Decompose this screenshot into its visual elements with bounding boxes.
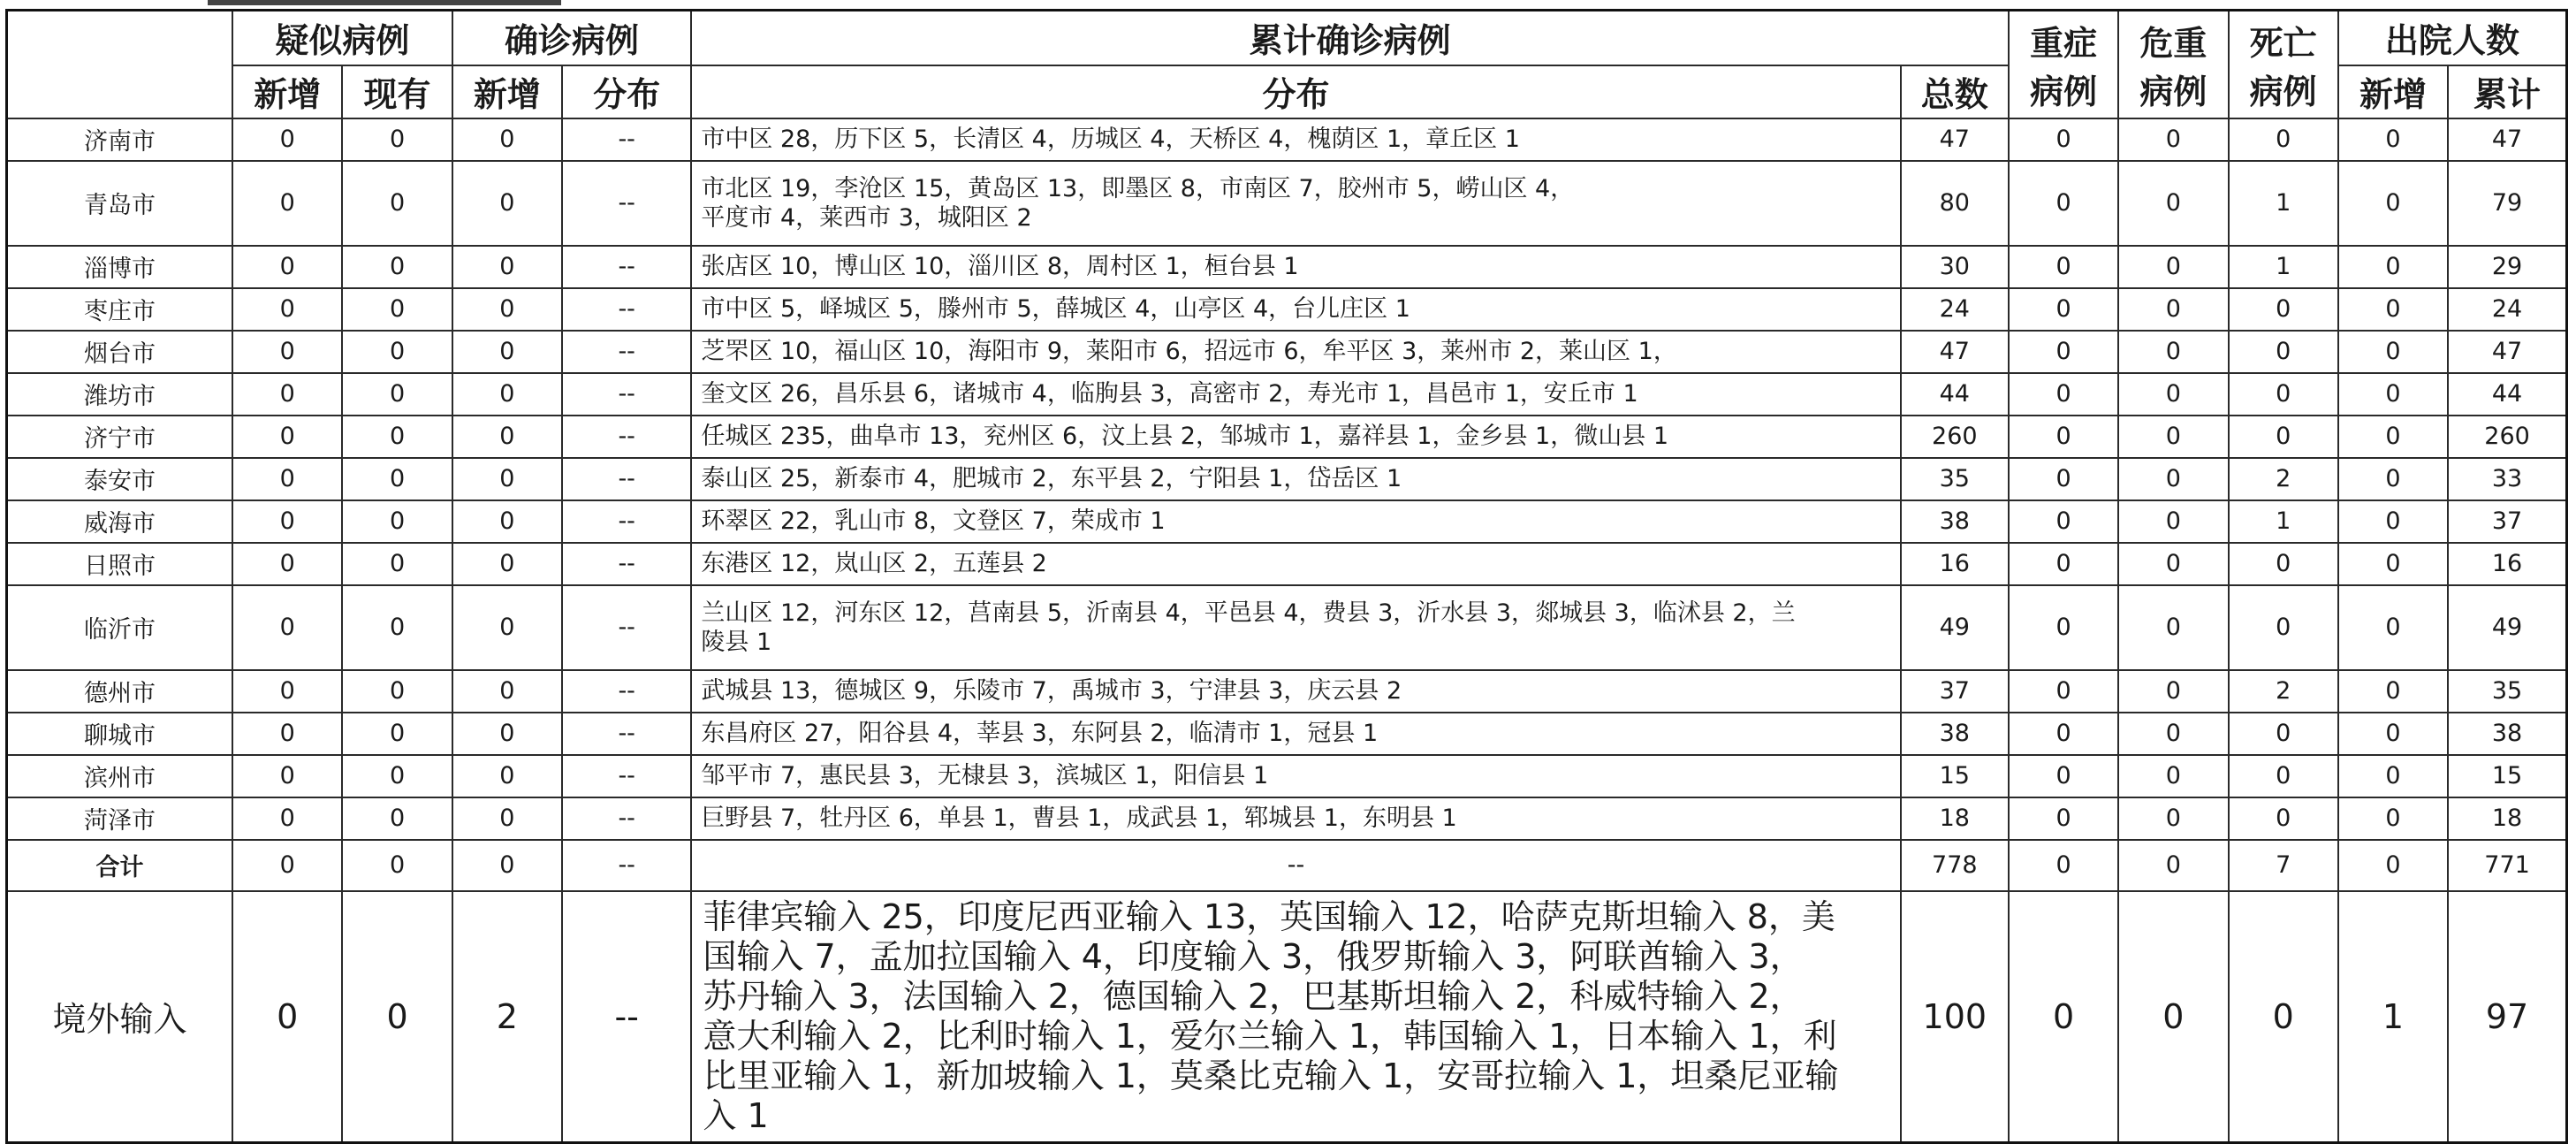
cell-severe: 0 — [2009, 500, 2118, 543]
distribution-line: 武城县 13，德城区 9，乐陵市 7，禹城市 3，宁津县 3，庆云县 2 — [701, 677, 1402, 705]
cell-city: 临沂市 — [7, 585, 233, 670]
cell-confirmed-new: 2 — [452, 891, 562, 1143]
cell-suspected-new: 0 — [232, 500, 342, 543]
cell-discharged-new: 0 — [2338, 543, 2448, 585]
header-severe-line2: 病例 — [2030, 72, 2098, 111]
table-row — [7, 891, 2567, 1143]
cell-cumulative-distribution — [691, 161, 1900, 246]
cell-confirmed-new: 0 — [452, 331, 562, 373]
table-row — [7, 246, 2567, 288]
cell-critical: 0 — [2118, 331, 2228, 373]
cell-cumulative-total: 15 — [1901, 755, 2009, 797]
cell-critical: 0 — [2118, 755, 2228, 797]
cell-severe: 0 — [2009, 118, 2118, 161]
cell-confirmed-distribution: -- — [562, 500, 691, 543]
cell-critical: 0 — [2118, 118, 2228, 161]
cell-discharged-total: 38 — [2448, 713, 2566, 755]
distribution-line: 菲律宾输入 25，印度尼西亚输入 13，英国输入 12，哈萨克斯坦输入 8，美 — [703, 896, 1835, 936]
cell-death: 1 — [2229, 500, 2338, 543]
cell-suspected-existing: 0 — [342, 288, 452, 331]
distribution-line: 苏丹输入 3，法国输入 2，德国输入 2，巴基斯坦输入 2，科威特输入 2， — [703, 976, 1804, 1016]
distribution-line: 环翠区 22，乳山市 8，文登区 7，荣成市 1 — [701, 507, 1166, 535]
cell-suspected-existing: 0 — [342, 331, 452, 373]
cell-suspected-existing: 0 — [342, 500, 452, 543]
table-row — [7, 161, 2567, 246]
cell-discharged-new: 0 — [2338, 288, 2448, 331]
cell-severe: 0 — [2009, 161, 2118, 246]
table-row — [7, 373, 2567, 416]
cell-cumulative-distribution — [691, 840, 1900, 891]
cell-death: 0 — [2229, 585, 2338, 670]
cell-suspected-existing: 0 — [342, 416, 452, 458]
distribution-line: 市北区 19，李沧区 15，黄岛区 13，即墨区 8，市南区 7，胶州市 5，崂山区 4， — [701, 174, 1575, 202]
cell-death: 0 — [2229, 543, 2338, 585]
cell-death: 0 — [2229, 416, 2338, 458]
cell-critical: 0 — [2118, 543, 2228, 585]
cell-city: 菏泽市 — [7, 797, 233, 840]
cell-discharged-new: 0 — [2338, 118, 2448, 161]
cell-discharged-total: 24 — [2448, 288, 2566, 331]
cell-cumulative-total: 47 — [1901, 118, 2009, 161]
header-discharged-cumulative: 累计 — [2448, 65, 2566, 118]
cell-discharged-total: 79 — [2448, 161, 2566, 246]
cell-confirmed-distribution: -- — [562, 713, 691, 755]
cell-suspected-new: 0 — [232, 797, 342, 840]
cell-suspected-new: 0 — [232, 670, 342, 713]
cell-confirmed-distribution: -- — [562, 585, 691, 670]
cell-city: 境外输入 — [7, 891, 233, 1143]
distribution-line: 芝罘区 10，福山区 10，海阳市 9，莱阳市 6，招远市 6，牟平区 3，莱州市 2，莱山区 1， — [701, 338, 1677, 365]
header-cumulative: 累计确诊病例 — [691, 11, 2009, 65]
cell-suspected-new: 0 — [232, 331, 342, 373]
cell-confirmed-distribution: -- — [562, 288, 691, 331]
header-confirmed-new: 新增 — [452, 65, 562, 118]
header-cumulative-total: 总数 — [1901, 65, 2009, 118]
covid-statistics-table — [5, 9, 2568, 1144]
distribution-line: 国输入 7，孟加拉国输入 4，印度输入 3，俄罗斯输入 3，阿联酋输入 3， — [703, 936, 1804, 976]
cell-confirmed-new: 0 — [452, 840, 562, 891]
cell-critical: 0 — [2118, 458, 2228, 500]
cell-discharged-new: 1 — [2338, 891, 2448, 1143]
cell-cumulative-total: 24 — [1901, 288, 2009, 331]
cell-cumulative-total: 260 — [1901, 416, 2009, 458]
distribution-line: 意大利输入 2，比利时输入 1，爱尔兰输入 1，韩国输入 1，日本输入 1，利 — [703, 1016, 1837, 1056]
cell-cumulative-distribution — [691, 585, 1900, 670]
cell-suspected-existing: 0 — [342, 161, 452, 246]
cell-confirmed-new: 0 — [452, 543, 562, 585]
distribution-line: 巨野县 7，牡丹区 6，单县 1，曹县 1，成武县 1，郓城县 1，东明县 1 — [701, 805, 1457, 832]
cell-critical: 0 — [2118, 670, 2228, 713]
cell-critical: 0 — [2118, 246, 2228, 288]
cell-confirmed-distribution: -- — [562, 118, 691, 161]
cell-suspected-new: 0 — [232, 373, 342, 416]
cell-city: 济南市 — [7, 118, 233, 161]
cell-confirmed-new: 0 — [452, 458, 562, 500]
cell-suspected-new: 0 — [232, 543, 342, 585]
cell-critical: 0 — [2118, 713, 2228, 755]
cell-confirmed-distribution: -- — [562, 543, 691, 585]
distribution-line: 入 1 — [703, 1095, 769, 1135]
cell-confirmed-distribution: -- — [562, 246, 691, 288]
cell-cumulative-distribution — [691, 500, 1900, 543]
table-row — [7, 755, 2567, 797]
cell-discharged-new: 0 — [2338, 585, 2448, 670]
table-row — [7, 840, 2567, 891]
table-row — [7, 500, 2567, 543]
cell-suspected-existing: 0 — [342, 585, 452, 670]
cell-cumulative-distribution — [691, 713, 1900, 755]
cell-severe: 0 — [2009, 373, 2118, 416]
header-critical-line1: 危重 — [2139, 23, 2207, 63]
cell-confirmed-new: 0 — [452, 161, 562, 246]
cell-suspected-new: 0 — [232, 458, 342, 500]
cell-suspected-existing: 0 — [342, 840, 452, 891]
cell-cumulative-distribution — [691, 373, 1900, 416]
cell-discharged-total: 15 — [2448, 755, 2566, 797]
cell-suspected-new: 0 — [232, 891, 342, 1143]
cell-severe: 0 — [2009, 891, 2118, 1143]
table-row — [7, 670, 2567, 713]
cell-cumulative-distribution — [691, 891, 1900, 1143]
cell-city: 日照市 — [7, 543, 233, 585]
distribution-line: 邹平市 7，惠民县 3，无棣县 3，滨城区 1，阳信县 1 — [701, 762, 1269, 789]
header-critical — [2118, 11, 2228, 118]
distribution-line: 比里亚输入 1，新加坡输入 1，莫桑比克输入 1，安哥拉输入 1，坦桑尼亚输 — [703, 1056, 1839, 1095]
cell-confirmed-distribution: -- — [562, 416, 691, 458]
cell-confirmed-distribution: -- — [562, 161, 691, 246]
header-severe-line1: 重症 — [2030, 23, 2098, 63]
cell-severe: 0 — [2009, 458, 2118, 500]
cell-critical: 0 — [2118, 500, 2228, 543]
cell-severe: 0 — [2009, 288, 2118, 331]
cell-death: 0 — [2229, 713, 2338, 755]
cell-discharged-new: 0 — [2338, 458, 2448, 500]
cell-cumulative-distribution — [691, 246, 1900, 288]
cell-critical: 0 — [2118, 891, 2228, 1143]
cell-confirmed-new: 0 — [452, 713, 562, 755]
cell-death: 7 — [2229, 840, 2338, 891]
cell-city: 枣庄市 — [7, 288, 233, 331]
cell-critical: 0 — [2118, 416, 2228, 458]
cell-cumulative-total: 37 — [1901, 670, 2009, 713]
cell-cumulative-distribution — [691, 118, 1900, 161]
cell-cumulative-total: 16 — [1901, 543, 2009, 585]
cell-cumulative-distribution — [691, 331, 1900, 373]
cell-city: 聊城市 — [7, 713, 233, 755]
cell-confirmed-new: 0 — [452, 500, 562, 543]
cell-confirmed-distribution: -- — [562, 373, 691, 416]
table-row — [7, 288, 2567, 331]
cell-confirmed-distribution: -- — [562, 840, 691, 891]
table-row — [7, 585, 2567, 670]
cell-city: 泰安市 — [7, 458, 233, 500]
cell-city: 合计 — [7, 840, 233, 891]
header-confirmed-distribution: 分布 — [562, 65, 691, 118]
cell-critical: 0 — [2118, 161, 2228, 246]
cell-confirmed-distribution: -- — [562, 797, 691, 840]
cell-severe: 0 — [2009, 543, 2118, 585]
cell-cumulative-distribution — [691, 670, 1900, 713]
cell-death: 0 — [2229, 373, 2338, 416]
cell-cumulative-total: 38 — [1901, 500, 2009, 543]
header-cumulative-distribution: 分布 — [691, 65, 1900, 118]
cell-city: 烟台市 — [7, 331, 233, 373]
cell-suspected-new: 0 — [232, 585, 342, 670]
cell-cumulative-total: 44 — [1901, 373, 2009, 416]
cell-confirmed-new: 0 — [452, 288, 562, 331]
cell-death: 0 — [2229, 331, 2338, 373]
cell-confirmed-new: 0 — [452, 585, 562, 670]
cell-death: 1 — [2229, 246, 2338, 288]
cell-cumulative-total: 38 — [1901, 713, 2009, 755]
header-severe — [2009, 11, 2118, 118]
cell-suspected-existing: 0 — [342, 797, 452, 840]
cell-confirmed-new: 0 — [452, 373, 562, 416]
header-critical-line2: 病例 — [2139, 72, 2207, 111]
distribution-line: -- — [1287, 851, 1305, 879]
header-region-blank — [7, 11, 233, 118]
cell-suspected-new: 0 — [232, 161, 342, 246]
cell-severe: 0 — [2009, 416, 2118, 458]
cell-confirmed-distribution: -- — [562, 670, 691, 713]
cell-discharged-total: 18 — [2448, 797, 2566, 840]
cell-city: 滨州市 — [7, 755, 233, 797]
cell-cumulative-distribution — [691, 288, 1900, 331]
table-row — [7, 416, 2567, 458]
cell-discharged-new: 0 — [2338, 500, 2448, 543]
cell-discharged-total: 771 — [2448, 840, 2566, 891]
cell-death: 0 — [2229, 755, 2338, 797]
cell-discharged-new: 0 — [2338, 416, 2448, 458]
cell-cumulative-distribution — [691, 797, 1900, 840]
cell-cumulative-distribution — [691, 543, 1900, 585]
cell-severe: 0 — [2009, 246, 2118, 288]
cell-discharged-total: 35 — [2448, 670, 2566, 713]
cell-cumulative-total: 47 — [1901, 331, 2009, 373]
distribution-line: 市中区 5，峄城区 5，滕州市 5，薛城区 4，山亭区 4，台儿庄区 1 — [701, 295, 1410, 323]
cell-confirmed-new: 0 — [452, 670, 562, 713]
cell-discharged-new: 0 — [2338, 373, 2448, 416]
cell-city: 淄博市 — [7, 246, 233, 288]
cell-suspected-existing: 0 — [342, 670, 452, 713]
table-row — [7, 118, 2567, 161]
cell-death: 0 — [2229, 797, 2338, 840]
cell-city: 威海市 — [7, 500, 233, 543]
cell-discharged-new: 0 — [2338, 331, 2448, 373]
cell-discharged-new: 0 — [2338, 246, 2448, 288]
cell-critical: 0 — [2118, 585, 2228, 670]
cell-discharged-new: 0 — [2338, 797, 2448, 840]
cell-suspected-existing: 0 — [342, 713, 452, 755]
cell-severe: 0 — [2009, 755, 2118, 797]
cell-city: 济宁市 — [7, 416, 233, 458]
cell-city: 青岛市 — [7, 161, 233, 246]
distribution-line: 东港区 12，岚山区 2，五莲县 2 — [701, 550, 1047, 577]
cell-severe: 0 — [2009, 331, 2118, 373]
header-confirmed: 确诊病例 — [452, 11, 692, 65]
distribution-line: 兰山区 12，河东区 12，莒南县 5，沂南县 4，平邑县 4，费县 3，沂水县 3，郯城县 3，临沭县 2，兰 — [701, 599, 1796, 627]
header-row-1 — [7, 11, 2567, 65]
cell-death: 1 — [2229, 161, 2338, 246]
cell-cumulative-total: 80 — [1901, 161, 2009, 246]
cell-cumulative-total: 49 — [1901, 585, 2009, 670]
cell-death: 0 — [2229, 118, 2338, 161]
cell-suspected-new: 0 — [232, 840, 342, 891]
header-discharged-new: 新增 — [2338, 65, 2448, 118]
cell-discharged-total: 47 — [2448, 118, 2566, 161]
cell-suspected-new: 0 — [232, 288, 342, 331]
cell-suspected-new: 0 — [232, 755, 342, 797]
table-row — [7, 797, 2567, 840]
table-row — [7, 713, 2567, 755]
cell-discharged-total: 16 — [2448, 543, 2566, 585]
cell-cumulative-total: 30 — [1901, 246, 2009, 288]
cell-confirmed-distribution: -- — [562, 331, 691, 373]
cell-cumulative-total: 35 — [1901, 458, 2009, 500]
cell-suspected-existing: 0 — [342, 755, 452, 797]
cell-severe: 0 — [2009, 585, 2118, 670]
cell-death: 2 — [2229, 670, 2338, 713]
cell-suspected-existing: 0 — [342, 118, 452, 161]
distribution-line: 奎文区 26，昌乐县 6，诸城市 4，临朐县 3，高密市 2，寿光市 1，昌邑市 1，安丘市 1 — [701, 380, 1638, 408]
table-row — [7, 543, 2567, 585]
header-death-line1: 死亡 — [2249, 23, 2317, 63]
header-suspected-new: 新增 — [232, 65, 342, 118]
cell-discharged-new: 0 — [2338, 713, 2448, 755]
cell-city: 潍坊市 — [7, 373, 233, 416]
cell-severe: 0 — [2009, 713, 2118, 755]
cell-confirmed-new: 0 — [452, 118, 562, 161]
table-row — [7, 458, 2567, 500]
cell-suspected-new: 0 — [232, 416, 342, 458]
cell-discharged-total: 33 — [2448, 458, 2566, 500]
cell-critical: 0 — [2118, 288, 2228, 331]
cell-confirmed-new: 0 — [452, 416, 562, 458]
cell-suspected-existing: 0 — [342, 246, 452, 288]
cell-confirmed-distribution: -- — [562, 755, 691, 797]
cell-cumulative-distribution — [691, 458, 1900, 500]
distribution-line: 市中区 28，历下区 5，长清区 4，历城区 4，天桥区 4，槐荫区 1，章丘区 1 — [701, 126, 1520, 153]
cell-severe: 0 — [2009, 670, 2118, 713]
cell-critical: 0 — [2118, 373, 2228, 416]
header-death — [2229, 11, 2338, 118]
cell-confirmed-distribution: -- — [562, 891, 691, 1143]
distribution-line: 平度市 4，莱西市 3，城阳区 2 — [701, 203, 1032, 232]
cell-suspected-existing: 0 — [342, 458, 452, 500]
table-row — [7, 331, 2567, 373]
cell-discharged-total: 47 — [2448, 331, 2566, 373]
header-death-line2: 病例 — [2249, 72, 2317, 111]
cell-severe: 0 — [2009, 840, 2118, 891]
cell-severe: 0 — [2009, 797, 2118, 840]
cell-critical: 0 — [2118, 797, 2228, 840]
cell-cumulative-total: 18 — [1901, 797, 2009, 840]
cell-suspected-new: 0 — [232, 118, 342, 161]
cell-cumulative-distribution — [691, 416, 1900, 458]
cell-city: 德州市 — [7, 670, 233, 713]
table-body — [7, 118, 2567, 1143]
cell-confirmed-distribution: -- — [562, 458, 691, 500]
cell-death: 0 — [2229, 288, 2338, 331]
cell-critical: 0 — [2118, 840, 2228, 891]
cell-suspected-existing: 0 — [342, 891, 452, 1143]
cell-discharged-new: 0 — [2338, 755, 2448, 797]
distribution-line: 任城区 235，曲阜市 13，兖州区 6，汶上县 2，邹城市 1，嘉祥县 1，金乡县 1，微山县 1 — [701, 423, 1668, 450]
top-edge-rule — [208, 0, 561, 5]
cell-cumulative-total: 100 — [1901, 891, 2009, 1143]
cell-confirmed-new: 0 — [452, 755, 562, 797]
cell-discharged-total: 44 — [2448, 373, 2566, 416]
cell-suspected-existing: 0 — [342, 543, 452, 585]
cell-confirmed-new: 0 — [452, 797, 562, 840]
distribution-line: 陵县 1 — [701, 628, 772, 656]
cell-discharged-new: 0 — [2338, 161, 2448, 246]
header-suspected: 疑似病例 — [232, 11, 452, 65]
cell-discharged-new: 0 — [2338, 840, 2448, 891]
header-suspected-existing: 现有 — [342, 65, 452, 118]
distribution-line: 泰山区 25，新泰市 4，肥城市 2，东平县 2，宁阳县 1，岱岳区 1 — [701, 465, 1402, 492]
top-edge-strip — [0, 0, 2576, 9]
cell-death: 2 — [2229, 458, 2338, 500]
cell-cumulative-total: 778 — [1901, 840, 2009, 891]
cell-death: 0 — [2229, 891, 2338, 1143]
header-discharged: 出院人数 — [2338, 11, 2567, 65]
cell-suspected-new: 0 — [232, 713, 342, 755]
cell-discharged-total: 29 — [2448, 246, 2566, 288]
cell-discharged-total: 97 — [2448, 891, 2566, 1143]
cell-discharged-total: 37 — [2448, 500, 2566, 543]
distribution-line: 张店区 10，博山区 10，淄川区 8，周村区 1，桓台县 1 — [701, 253, 1299, 280]
cell-discharged-total: 49 — [2448, 585, 2566, 670]
cell-discharged-new: 0 — [2338, 670, 2448, 713]
cell-suspected-new: 0 — [232, 246, 342, 288]
cell-discharged-total: 260 — [2448, 416, 2566, 458]
distribution-line: 东昌府区 27，阳谷县 4，莘县 3，东阿县 2，临清市 1，冠县 1 — [701, 720, 1379, 747]
cell-suspected-existing: 0 — [342, 373, 452, 416]
cell-confirmed-new: 0 — [452, 246, 562, 288]
cell-cumulative-distribution — [691, 755, 1900, 797]
